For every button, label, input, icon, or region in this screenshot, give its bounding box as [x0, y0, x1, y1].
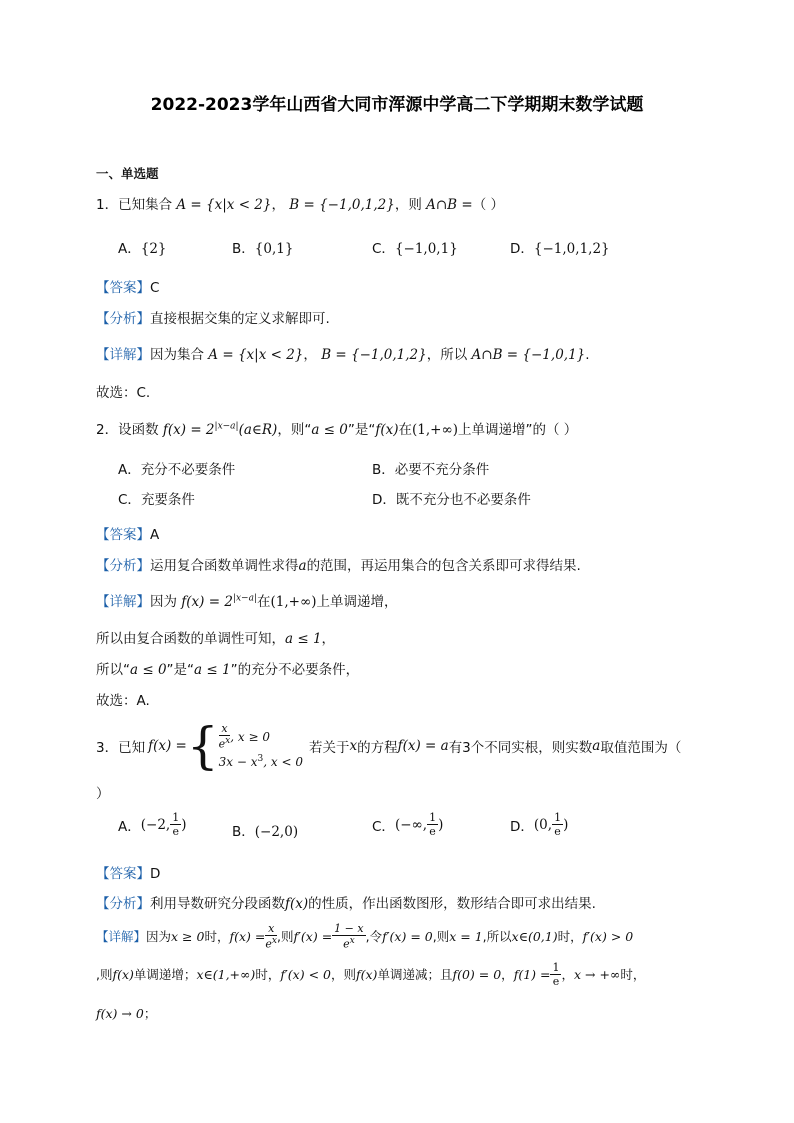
question-3-option-a: A． (−2, 1 e ) — [118, 811, 187, 838]
question-2-stem: 2．设函数 $f(x) = 2^{|x-a|}(a\in R)$，则“a ≤ 0”是“f(x)在(1,+∞)上单调递增”的（ ） — [96, 421, 578, 438]
question-1-option-d: D．{−1,0,1,2} — [510, 241, 610, 257]
question-1-option-b: B．{0,1} — [232, 241, 294, 257]
page-title: 2022-2023学年山西省大同市浑源中学高二下学期期末数学试题 — [150, 95, 644, 115]
piecewise-brace: { — [186, 717, 219, 775]
question-1-conclusion: 故选：C. — [96, 385, 151, 401]
question-1-stem: 1．已知集合 A = {x|x < 2}， B = {−1,0,1,2}，则 A∩B =（ ） — [96, 197, 505, 213]
question-1-answer: 【答案】C — [96, 280, 160, 296]
question-2-conclusion: 故选：A. — [96, 693, 150, 709]
question-3-stem-close: ） — [96, 786, 110, 802]
question-3-answer: 【答案】D — [96, 866, 161, 882]
question-1-option-a: A．{2} — [118, 241, 167, 257]
piecewise-cases: x $e^x$ , x ≥ 0 $3x - x^3$, x < 0 — [218, 722, 303, 769]
question-1-option-c: C．{−1,0,1} — [372, 241, 458, 257]
question-2-detail-line-2: 所以由复合函数的单调性可知，a ≤ 1， — [96, 631, 336, 647]
question-3-detail-line-3: f(x) → 0； — [96, 1006, 157, 1021]
section-heading: 一、单选题 — [96, 166, 159, 181]
question-3-option-d: D． (0, 1 e ) — [510, 811, 569, 838]
question-3-option-c: C． (−∞, 1 e ) — [372, 811, 444, 838]
question-3-detail-line-1: 【详解】 因为 x ≥ 0 时， f(x) = $\frac{x}{e^x}$ ,则 f′(x) = $\frac{1 - x}{e^x}$ ,令 f′(x) = 0 ,则 x = 1 ,所以 x∈(0,1) 时， f′(x) > 0 — [96, 921, 634, 951]
question-3-analysis: 【分析】利用导数研究分段函数f(x)的性质，作出函数图形，数形结合即可求出结果. — [96, 896, 596, 912]
question-3-detail-line-2: ,则 f(x) 单调递增； x∈(1,+∞) 时， f′(x) < 0 ，则 f(x) 单调递减；且 f(0) = 0 ， f(1) = $\frac{1}{e}$ ， x → +∞ 时， — [96, 960, 646, 988]
question-1-analysis: 【分析】直接根据交集的定义求解即可. — [96, 311, 330, 327]
question-1-detail: 【详解】因为集合 A = {x|x < 2}， B = {−1,0,1,2}，所以 A∩B = {−1,0,1}. — [96, 347, 590, 363]
question-2-detail: 【详解】因为 $f(x) = 2^{|x-a|}$在(1,+∞)上单调递增， — [96, 593, 398, 610]
question-2-option-c: C．充要条件 — [118, 492, 195, 508]
question-2-option-a: A．充分不必要条件 — [118, 462, 236, 478]
question-2-detail-line-3: 所以“a ≤ 0”是“a ≤ 1”的充分不必要条件， — [96, 662, 360, 678]
question-2-answer: 【答案】A — [96, 527, 160, 543]
question-3-stem: 3． 已知 f(x) = { x $e^x$ , x ≥ 0 $3x - x^3$, x < 0 若关于 x 的方程 f(x) = a 有3个不同实根，则实数 a 取值范围为（ — [96, 717, 682, 775]
question-2-analysis: 【分析】运用复合函数单调性求得a的范围，再运用集合的包含关系即可求得结果. — [96, 558, 581, 574]
question-2-option-d: D．既不充分也不必要条件 — [372, 492, 531, 508]
question-3-option-b: B．(−2,0) — [232, 824, 299, 840]
question-2-option-b: B．必要不充分条件 — [372, 462, 490, 478]
